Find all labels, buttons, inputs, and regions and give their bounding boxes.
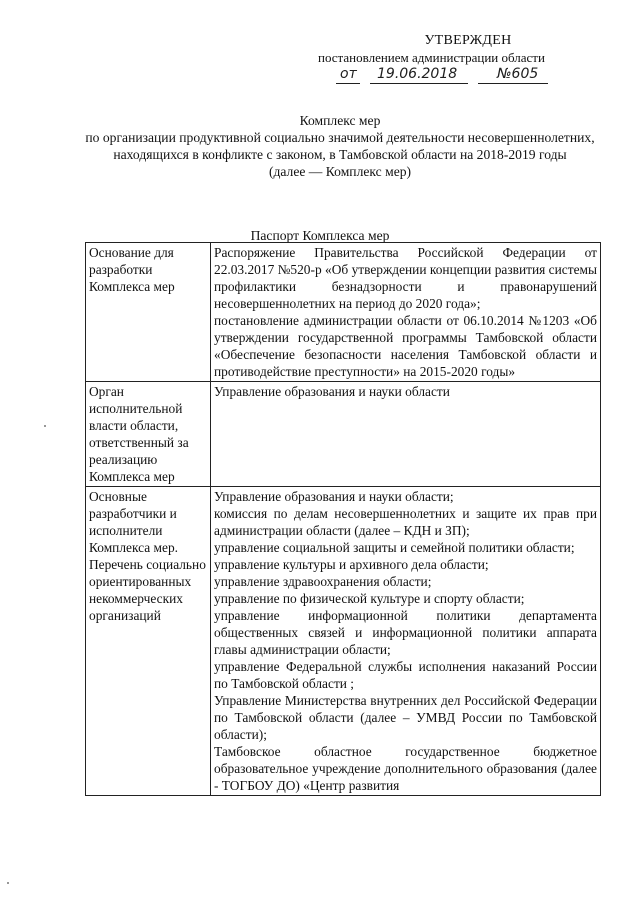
row-value	[211, 243, 601, 382]
value-line: управление информационной политики департамента общественных связей и информационной политики аппарата главы администрации области;	[214, 608, 597, 657]
row-value	[211, 487, 601, 796]
handwritten-date: 19.06.2018	[377, 66, 458, 82]
table-row	[86, 243, 601, 382]
value-line: Управление образования и науки области	[214, 384, 450, 399]
handwritten-from: от	[340, 66, 357, 82]
scan-mark	[44, 425, 46, 427]
underline-date	[370, 83, 468, 84]
approval-subtitle: постановлением администрации области	[318, 50, 545, 65]
row-label: Орган исполнительной власти области, ответственный за реализацию Комплекса мер	[86, 382, 211, 487]
underline-from	[336, 83, 360, 84]
handwritten-number: №605	[497, 66, 539, 82]
heading-abbreviation: (далее — Комплекс мер)	[268, 164, 412, 179]
value-line: управление здравоохранения области;	[214, 574, 432, 589]
value-line: Тамбовское областное государственное бюджетное образовательное учреждение дополнительного образования (далее - ТОГБОУ ДО) «Центр развития	[214, 744, 597, 793]
row-label: Основные разработчики и исполнители Комплекса мер. Перечень социально ориентированных некоммерческих организаций	[86, 487, 211, 796]
table-row	[86, 382, 601, 487]
row-label: Основание для разработки Комплекса мер	[86, 243, 211, 382]
value-line: постановление администрации области от 06.10.2014 №1203 «Об утверждении государственной программы Тамбовской области «Обеспечение безопасности населения Тамбовской области и противодействие преступности» на 2015-2020 годы»	[214, 313, 597, 379]
value-line: комиссия по делам несовершеннолетних и защите их прав при администрации области (далее – КДН и ЗП);	[214, 506, 597, 538]
value-line: управление культуры и архивного дела области;	[214, 557, 489, 572]
value-line: Управление образования и науки области;	[214, 489, 454, 504]
value-line: управление Федеральной службы исполнения наказаний России по Тамбовской области ;	[214, 659, 597, 691]
row-value	[211, 382, 601, 487]
value-line: управление социальной защиты и семейной политики области;	[214, 540, 575, 555]
heading-subject: по организации продуктивной социально значимой деятельности несовершеннолетних, находящихся в конфликте с законом, в Тамбовской области на 2018-2019 годы	[85, 130, 595, 162]
approval-block	[318, 32, 618, 66]
value-line: Распоряжение Правительства Российской Федерации от 22.03.2017 №520-р «Об утверждении концепции развития системы профилактики безнадзорности и правонарушений несовершеннолетних на период до 2020 года»;	[214, 245, 597, 311]
passport-title: Паспорт Комплекса мер	[250, 228, 390, 243]
scan-mark	[7, 882, 9, 884]
passport-table	[85, 242, 601, 796]
document-heading	[60, 112, 620, 180]
value-line: Управление Министерства внутренних дел Российской Федерации по Тамбовской области (далее – УМВД России по Тамбовской области);	[214, 693, 597, 742]
table-row	[86, 487, 601, 796]
value-line: управление по физической культуре и спорту области;	[214, 591, 525, 606]
heading-title: Комплекс мер	[299, 113, 381, 128]
approval-title: УТВЕРЖДЕН	[424, 33, 512, 48]
underline-number	[478, 83, 548, 84]
